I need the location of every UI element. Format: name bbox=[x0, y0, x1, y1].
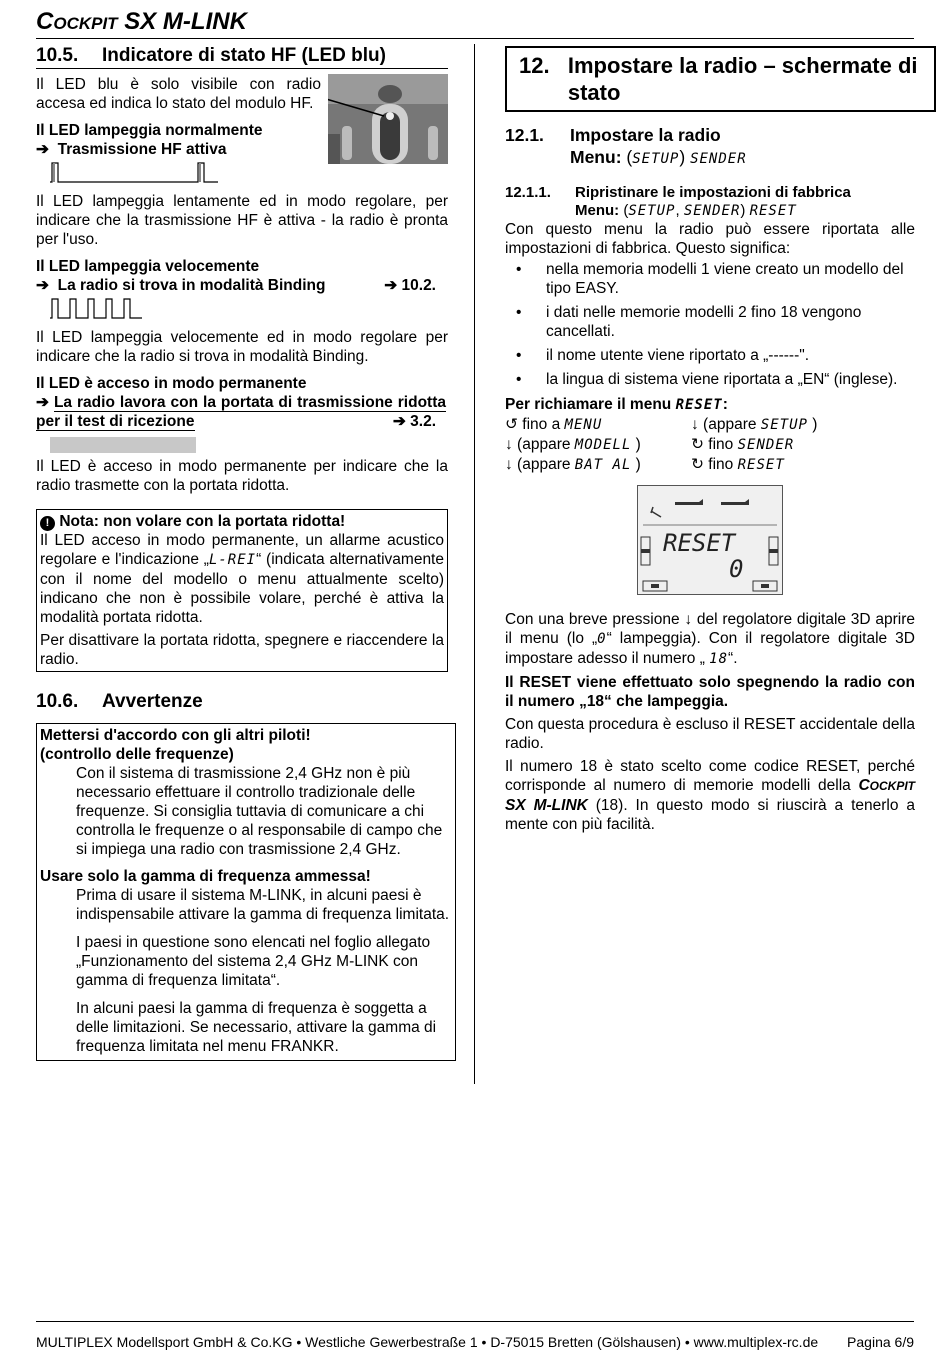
warn-title-2: Usare solo la gamma di frequenza ammessa! bbox=[40, 868, 371, 885]
nav-end: ) bbox=[631, 456, 641, 473]
brand-model: SX M-LINK bbox=[117, 8, 247, 35]
section-title: Impostare la radio – schermate di stato bbox=[567, 53, 918, 105]
menu-label: Menu: bbox=[570, 147, 627, 167]
section-number: 12.1. bbox=[505, 125, 544, 145]
list-item: • il nome utente viene riportato a „------". bbox=[505, 346, 915, 365]
nav-step bbox=[691, 455, 911, 475]
section-12-1-menu: Menu: (SETUP) SENDER bbox=[570, 147, 747, 167]
section-12-heading bbox=[505, 46, 936, 112]
warnings-box bbox=[36, 723, 456, 1061]
menu-label: Menu: bbox=[575, 202, 624, 219]
section-number: 10.6. bbox=[36, 691, 79, 712]
permanent-text: Il LED è acceso in modo permanente per indicare che la radio trasmette con la portata ridotta. bbox=[36, 458, 448, 494]
warn-title-1: Mettersi d'accordo con gli altri piloti! bbox=[40, 727, 311, 744]
lcd-code: SENDER bbox=[690, 151, 747, 167]
brand-initial: C bbox=[858, 777, 870, 794]
lcd-screen bbox=[637, 485, 783, 595]
list-item: • la lingua di sistema viene riportata a „EN“ (inglese). bbox=[505, 370, 915, 389]
permanent-arrow bbox=[36, 393, 446, 431]
reset-p1 bbox=[505, 610, 915, 669]
lcd-code: SENDER bbox=[683, 203, 741, 219]
note-title bbox=[40, 512, 444, 531]
section-title: Avvertenze bbox=[102, 691, 203, 712]
brand-model: SX M-LINK bbox=[505, 797, 588, 814]
reset-p1-b: del regolatore digitale 3D aprire il menu (lo „ bbox=[505, 611, 915, 647]
lcd-code: BAT AL bbox=[574, 457, 632, 473]
nav-text: fino bbox=[704, 436, 738, 453]
arrow-right-icon: ➔ bbox=[36, 141, 49, 158]
lcd-line-1: RESET bbox=[663, 529, 736, 557]
page-footer bbox=[36, 1321, 914, 1350]
note-p1-a: Il LED acceso in modo permanente, un allarme acustico regolare e l'indicazione „ bbox=[40, 532, 444, 568]
lcd-code: MODELL bbox=[574, 437, 632, 453]
reset-p4 bbox=[505, 757, 915, 834]
arrow-text: La radio si trova in modalità Binding bbox=[57, 277, 326, 294]
normal-blink-title: Il LED lampeggia normalmente bbox=[36, 122, 263, 139]
nav-step bbox=[691, 435, 911, 455]
nav-step bbox=[505, 435, 691, 455]
nav-text: fino a bbox=[518, 416, 565, 433]
lcd-code: L-REI bbox=[208, 552, 257, 568]
reset-p1-c: “ lampeggia). Con il regolatore digitale 3D impostare adesso il numero „ bbox=[505, 630, 915, 667]
nav-text: fino bbox=[704, 456, 738, 473]
rotate-left-icon: ↺ bbox=[505, 416, 518, 433]
nav-step bbox=[505, 415, 691, 435]
section-12-1-1-heading bbox=[505, 184, 915, 202]
nav-end: ) bbox=[631, 436, 641, 453]
note-title-text: Nota: non volare con la portata ridotta! bbox=[59, 513, 346, 530]
brand-initial: C bbox=[36, 8, 54, 35]
reset-p1-a: Con una breve pressione bbox=[505, 611, 685, 628]
nav-step bbox=[691, 415, 911, 435]
press-down-icon: ↓ bbox=[684, 611, 693, 628]
lcd-code: SETUP bbox=[628, 203, 676, 219]
left-column bbox=[36, 44, 448, 1061]
press-down-icon: ↓ bbox=[691, 416, 699, 433]
slow-blink-signal-icon bbox=[50, 161, 230, 183]
lcd-code: 0 bbox=[597, 631, 607, 647]
lcd-code: RESET bbox=[675, 397, 723, 413]
call-title-text: Per richiamare il menu bbox=[505, 396, 676, 413]
section-10-6-heading bbox=[36, 690, 448, 713]
page-header bbox=[36, 8, 247, 36]
column-divider bbox=[474, 44, 475, 1084]
nav-end: ) bbox=[807, 416, 818, 433]
warn-p3: I paesi in questione sono elencati nel foglio allegato „Funzionamento del sistema 2,4 GHz M-LINK con gamma di frequenza limitata“. bbox=[76, 934, 431, 989]
arrow-text: La radio lavora con la portata di trasmissione ridotta per il test di ricezione bbox=[36, 394, 446, 430]
nav-text: (appare bbox=[512, 436, 575, 453]
rotate-right-icon: ↻ bbox=[691, 436, 704, 453]
brand-rest: OCKPIT bbox=[53, 14, 118, 33]
section-number: 10.5. bbox=[36, 45, 79, 66]
section-title: Impostare la radio bbox=[570, 125, 721, 145]
exclamation-icon: ! bbox=[40, 516, 55, 531]
reference: 10.2. bbox=[401, 277, 436, 294]
lcd-code: MENU bbox=[564, 417, 603, 433]
warn-p1: Con il sistema di trasmissione 2,4 GHz non è più necessario effettuare il controllo tradizionale delle frequenze. Si consiglia tuttavia di comunicare a chi controlla le frequenze o al responsabile di campo che si impiega una radio con trasmissione 2,4 GHz. bbox=[76, 765, 443, 858]
fast-blink-text: Il LED lampeggia velocemente ed in modo regolare per indicare che la radio si trova in modalità Binding. bbox=[36, 329, 448, 365]
lcd-code: RESET bbox=[749, 203, 797, 219]
note-box bbox=[36, 509, 448, 672]
note-p1-b: “ (indicata alternativamente con il nome del modello o menu attualmente scelto) indicano che non è possibile volare, perché è attiva la modalità portata ridotta. bbox=[40, 551, 444, 626]
permanent-signal-bar bbox=[50, 437, 196, 453]
press-down-icon: ↓ bbox=[505, 436, 513, 453]
footer-address: MULTIPLEX Modellsport GmbH & Co.KG • Westliche Gewerbestraße 1 • D-75015 Bretten (Gölshausen) • www.multiplex-rc.de bbox=[36, 1334, 819, 1350]
right-column bbox=[505, 44, 918, 834]
list-item: • nella memoria modelli 1 viene creato un modello del tipo EASY. bbox=[505, 260, 915, 298]
arrow-text: Trasmissione HF attiva bbox=[57, 141, 227, 158]
reference: 3.2. bbox=[410, 413, 436, 430]
navigation-steps bbox=[505, 415, 915, 475]
lcd-code: SENDER bbox=[737, 437, 795, 453]
warn-p2: Prima di usare il sistema M-LINK, in alcuni paesi è indispensabile attivare la gamma di frequenza limitata. bbox=[76, 887, 450, 923]
section-title: Indicatore di stato HF (LED blu) bbox=[102, 45, 386, 66]
normal-blink-text: Il LED lampeggia lentamente ed in modo regolare, per indicare che la trasmissione HF è attiva - la radio è pronta per l'uso. bbox=[36, 193, 448, 248]
lcd-line-2: 0 bbox=[729, 555, 744, 583]
arrow-right-icon: ➔ bbox=[392, 413, 406, 430]
reset-p3: Con questa procedura è escluso il RESET accidentale della radio. bbox=[505, 716, 915, 752]
lcd-code: SETUP bbox=[760, 417, 808, 433]
fast-blink-title: Il LED lampeggia velocemente bbox=[36, 258, 260, 275]
reset-intro: Con questo menu la radio può essere riportata alle impostazioni di fabbrica. Questo significa: bbox=[505, 221, 915, 257]
arrow-right-icon: ➔ bbox=[36, 277, 49, 294]
warn-subtitle-1: (controllo delle frequenze) bbox=[40, 746, 234, 763]
section-12-1-heading bbox=[505, 124, 915, 146]
lcd-code: RESET bbox=[737, 457, 785, 473]
note-p2: Per disattivare la portata ridotta, spegnere e riaccendere la radio. bbox=[40, 632, 444, 668]
section-12-1-1-menu: Menu: (SETUP, SENDER) RESET bbox=[575, 202, 797, 219]
list-item: • i dati nelle memorie modelli 2 fino 18 vengono cancellati. bbox=[505, 303, 915, 341]
section-number: 12.1.1. bbox=[505, 184, 551, 201]
brand-rest: OCKPIT bbox=[869, 779, 915, 793]
reset-p1-d: “. bbox=[728, 650, 738, 667]
press-down-icon: ↓ bbox=[505, 456, 513, 473]
reset-effects-list bbox=[505, 260, 915, 389]
intro-text: Il LED blu è solo visibile con radio accesa ed indica lo stato del modulo HF. bbox=[36, 76, 321, 112]
section-10-5-heading bbox=[36, 44, 448, 69]
page-number: Pagina 6/9 bbox=[847, 1334, 914, 1350]
reset-p2: Il RESET viene effettuato solo spegnendo la radio con il numero „18“ che lampeggia. bbox=[505, 674, 915, 710]
nav-text: (appare bbox=[698, 416, 761, 433]
nav-text: (appare bbox=[512, 456, 575, 473]
reset-p4-b: (18). In questo modo si riuscirà a tenerlo a mente con più facilità. bbox=[505, 797, 916, 833]
reset-p4-a: Il numero 18 è stato scelto come codice RESET, perché corrisponde al numero di memorie modelli della bbox=[505, 758, 915, 794]
header-divider bbox=[36, 38, 914, 39]
fast-blink-signal-icon bbox=[50, 297, 160, 319]
fast-blink-arrow bbox=[36, 276, 436, 295]
arrow-right-icon: ➔ bbox=[384, 277, 398, 294]
led-photo bbox=[328, 74, 448, 164]
lcd-code: SETUP bbox=[632, 151, 680, 167]
section-title: Ripristinare le impostazioni di fabbrica bbox=[575, 184, 851, 201]
rotate-right-icon: ↻ bbox=[691, 456, 704, 473]
warn-p4: In alcuni paesi la gamma di frequenza è soggetta a delle limitazioni. Se necessario, attivare la gamma di frequenza limitata nel menu FRANKR. bbox=[76, 1000, 437, 1055]
section-number: 12. bbox=[519, 53, 550, 78]
arrow-right-icon: ➔ bbox=[36, 394, 49, 411]
nav-step bbox=[505, 455, 691, 475]
lcd-code: 18 bbox=[709, 651, 729, 667]
call-menu-title: Per richiamare il menu RESET: bbox=[505, 396, 728, 413]
note-p1 bbox=[40, 531, 444, 627]
permanent-title: Il LED è acceso in modo permanente bbox=[36, 375, 307, 392]
